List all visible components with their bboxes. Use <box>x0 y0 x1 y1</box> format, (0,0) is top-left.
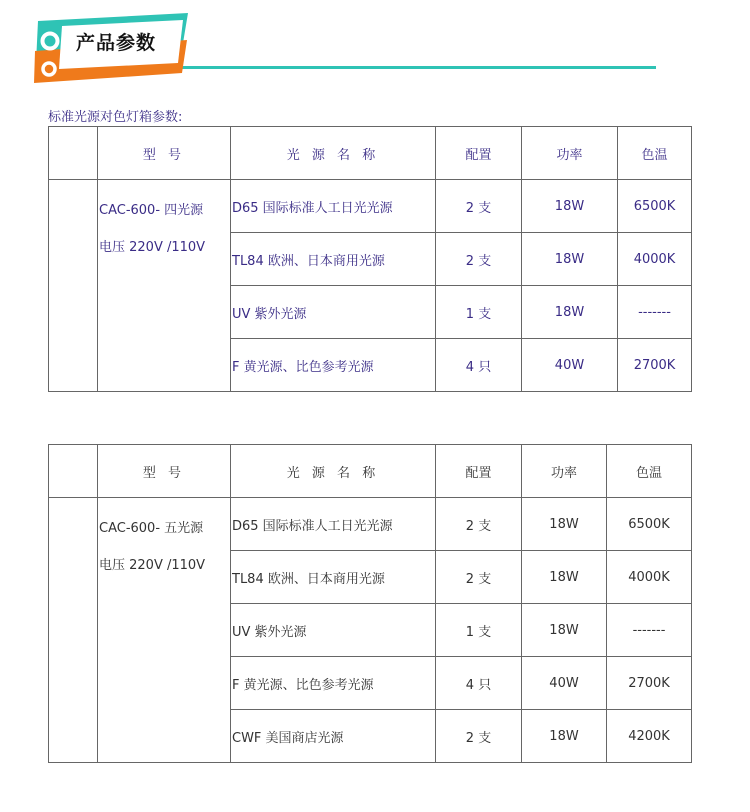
color-temp-cell: 6500K <box>618 180 692 233</box>
model-cell <box>98 498 231 763</box>
color-temp-cell: ------- <box>618 286 692 339</box>
header-blank-cell <box>49 127 98 180</box>
light-name-cell: UV 紫外光源 <box>231 604 436 657</box>
config-cell: 2 支 <box>436 498 522 551</box>
header-color-temp: 色温 <box>618 127 692 180</box>
config-cell: 2 支 <box>436 233 522 286</box>
config-cell: 1 支 <box>436 286 522 339</box>
model-voltage: 电压 220V /110V <box>99 240 206 255</box>
power-cell: 18W <box>522 551 607 604</box>
config-cell: 1 支 <box>436 604 522 657</box>
spec-table-four-light <box>48 126 692 392</box>
power-cell: 18W <box>522 180 618 233</box>
light-name-cell: CWF 美国商店光源 <box>231 710 436 763</box>
config-cell: 4 只 <box>436 339 522 392</box>
table-header-row <box>49 127 692 180</box>
color-temp-cell: 2700K <box>607 657 692 710</box>
light-name-cell: D65 国际标准人工日光光源 <box>231 498 436 551</box>
model-name: CAC-600- 五光源 <box>99 521 204 536</box>
power-cell: 18W <box>522 498 607 551</box>
light-name-cell: UV 紫外光源 <box>231 286 436 339</box>
light-name-cell: D65 国际标准人工日光光源 <box>231 180 436 233</box>
header-blank-cell <box>49 445 98 498</box>
color-temp-cell: 2700K <box>618 339 692 392</box>
config-cell: 2 支 <box>436 551 522 604</box>
config-cell: 4 只 <box>436 657 522 710</box>
light-name-cell: F 黄光源、比色参考光源 <box>231 657 436 710</box>
power-cell: 40W <box>522 339 618 392</box>
model-cell <box>98 180 231 392</box>
table-header-row <box>49 445 692 498</box>
header-color-temp: 色温 <box>607 445 692 498</box>
header-light-name: 光 源 名 称 <box>231 445 436 498</box>
color-temp-cell: 4200K <box>607 710 692 763</box>
color-temp-cell: 4000K <box>607 551 692 604</box>
power-cell: 18W <box>522 604 607 657</box>
power-cell: 18W <box>522 286 618 339</box>
spec-table-five-light <box>48 444 692 763</box>
header-light-name: 光 源 名 称 <box>231 127 436 180</box>
header-config: 配置 <box>436 445 522 498</box>
blank-cell <box>49 180 98 392</box>
color-temp-cell: 6500K <box>607 498 692 551</box>
config-cell: 2 支 <box>436 710 522 763</box>
power-cell: 40W <box>522 657 607 710</box>
header-model: 型 号 <box>98 127 231 180</box>
color-temp-cell: 4000K <box>618 233 692 286</box>
light-name-cell: TL84 欧洲、日本商用光源 <box>231 551 436 604</box>
header-power: 功率 <box>522 127 618 180</box>
light-name-cell: TL84 欧洲、日本商用光源 <box>231 233 436 286</box>
model-voltage: 电压 220V /110V <box>99 558 206 573</box>
table-row <box>49 498 692 551</box>
power-cell: 18W <box>522 710 607 763</box>
color-temp-cell: ------- <box>607 604 692 657</box>
header-power: 功率 <box>522 445 607 498</box>
header-config: 配置 <box>436 127 522 180</box>
section-title: 产品参数 <box>76 32 157 54</box>
config-cell: 2 支 <box>436 180 522 233</box>
light-name-cell: F 黄光源、比色参考光源 <box>231 339 436 392</box>
table-caption: 标准光源对色灯箱参数: <box>48 110 183 125</box>
model-name: CAC-600- 四光源 <box>99 203 204 218</box>
power-cell: 18W <box>522 233 618 286</box>
blank-cell <box>49 498 98 763</box>
section-header-banner <box>0 0 750 100</box>
header-model: 型 号 <box>98 445 231 498</box>
table-row <box>49 180 692 233</box>
